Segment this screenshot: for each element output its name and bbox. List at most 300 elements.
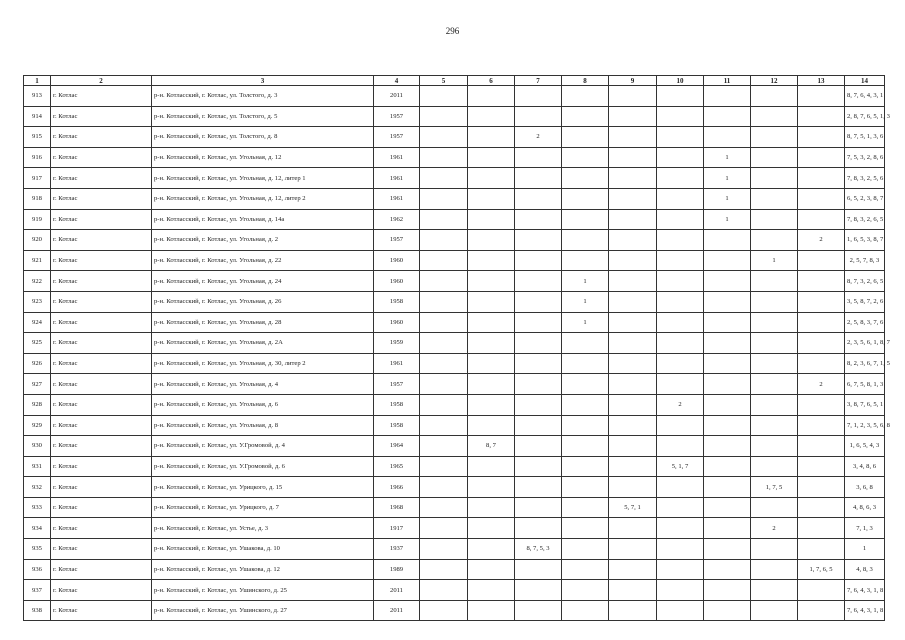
table-cell [420, 497, 468, 518]
table-cell: 932 [24, 477, 51, 498]
table-cell: р-н. Котласский, г. Котлас, ул. Угольная, д. 12, литер 1 [152, 168, 374, 189]
table-row [24, 230, 885, 251]
table-cell [657, 188, 704, 209]
table-cell [798, 415, 845, 436]
table-cell: 931 [24, 456, 51, 477]
table-cell: г. Котлас [51, 353, 152, 374]
table-cell [704, 456, 751, 477]
table-cell [704, 477, 751, 498]
table-cell: р-н. Котласский, г. Котлас, ул. Угольная, д. 26 [152, 291, 374, 312]
table-cell [751, 168, 798, 189]
table-body [24, 86, 890, 621]
table-row [24, 271, 885, 292]
table-cell: г. Котлас [51, 333, 152, 354]
table-cell: 1 [562, 312, 609, 333]
table-cell: г. Котлас [51, 415, 152, 436]
table-cell: 1 [562, 291, 609, 312]
column-header: 2 [51, 76, 152, 86]
table-cell: р-н. Котласский, г. Котлас, ул. У.Громовой, д. 4 [152, 436, 374, 457]
table-cell [515, 600, 562, 621]
table-cell: 935 [24, 539, 51, 560]
table-cell: 2, 8, 7, 6, 5, 1, 3 [845, 106, 885, 127]
table-cell [420, 353, 468, 374]
table-cell [562, 106, 609, 127]
table-cell: г. Котлас [51, 436, 152, 457]
table-cell: 3, 8, 7, 6, 5, 1 [845, 394, 885, 415]
table-cell: 2, 5, 8, 3, 7, 6 [845, 312, 885, 333]
table-cell [798, 456, 845, 477]
table-cell [609, 127, 657, 148]
table-cell: 1965 [374, 456, 420, 477]
table-row [24, 600, 885, 621]
table-cell [468, 539, 515, 560]
table-cell [562, 209, 609, 230]
table-cell [657, 497, 704, 518]
table-cell [609, 86, 657, 107]
table-cell [562, 415, 609, 436]
table-cell: 4, 8, 3 [845, 559, 885, 580]
table-cell: г. Котлас [51, 559, 152, 580]
table-cell: 938 [24, 600, 51, 621]
column-header: 10 [657, 76, 704, 86]
table-cell [657, 600, 704, 621]
table-cell [515, 436, 562, 457]
table-row [24, 580, 885, 601]
table-cell [704, 394, 751, 415]
table-cell [609, 415, 657, 436]
table-cell: 1958 [374, 394, 420, 415]
table-cell [751, 456, 798, 477]
table-cell [609, 106, 657, 127]
table-cell: 2 [657, 394, 704, 415]
table-cell [468, 518, 515, 539]
table-cell: 1966 [374, 477, 420, 498]
table-cell: 1989 [374, 559, 420, 580]
table-cell: 930 [24, 436, 51, 457]
table-cell: 915 [24, 127, 51, 148]
table-cell [562, 168, 609, 189]
table-cell [609, 374, 657, 395]
table-cell: 7, 6, 4, 3, 1, 8 [845, 600, 885, 621]
table-row [24, 168, 885, 189]
table-cell [420, 600, 468, 621]
table-cell [420, 312, 468, 333]
register-table [23, 75, 890, 621]
table-cell: р-н. Котласский, г. Котлас, ул. Ушинского, д. 25 [152, 580, 374, 601]
table-cell [420, 291, 468, 312]
table-cell [657, 209, 704, 230]
table-row [24, 209, 885, 230]
table-cell [468, 559, 515, 580]
table-cell [704, 250, 751, 271]
table-cell [751, 436, 798, 457]
table-cell: 933 [24, 497, 51, 518]
table-cell [609, 436, 657, 457]
table-row [24, 374, 885, 395]
table-cell [420, 559, 468, 580]
table-cell [609, 539, 657, 560]
table-cell [420, 436, 468, 457]
table-cell [657, 86, 704, 107]
table-cell [468, 271, 515, 292]
table-cell [468, 312, 515, 333]
table-cell [515, 333, 562, 354]
table-row [24, 559, 885, 580]
table-cell [562, 497, 609, 518]
table-cell [751, 394, 798, 415]
table-cell [515, 559, 562, 580]
table-cell: 1957 [374, 374, 420, 395]
table-cell: 8, 7, 5, 1, 3, 6 [845, 127, 885, 148]
table-cell [468, 168, 515, 189]
table-header-row [24, 76, 885, 86]
table-cell: р-н. Котласский, г. Котлас, ул. У.Громовой, д. 6 [152, 456, 374, 477]
table-row [24, 188, 885, 209]
table-cell [657, 559, 704, 580]
table-cell [515, 188, 562, 209]
table-cell: 1959 [374, 333, 420, 354]
table-cell: 928 [24, 394, 51, 415]
column-header: 11 [704, 76, 751, 86]
table-row [24, 353, 885, 374]
table-cell [798, 86, 845, 107]
table-cell [798, 600, 845, 621]
table-cell: г. Котлас [51, 106, 152, 127]
table-cell: р-н. Котласский, г. Котлас, ул. Угольная, д. 28 [152, 312, 374, 333]
table-cell: 1937 [374, 539, 420, 560]
table-cell: р-н. Котласский, г. Котлас, ул. Ушакова, д. 12 [152, 559, 374, 580]
table-cell: 2 [751, 518, 798, 539]
table-row [24, 147, 885, 168]
table-cell [515, 271, 562, 292]
table-cell [515, 497, 562, 518]
table-cell [468, 127, 515, 148]
table-cell [562, 580, 609, 601]
table-cell: 7, 8, 3, 2, 5, 6 [845, 168, 885, 189]
table-cell: г. Котлас [51, 580, 152, 601]
table-cell [562, 456, 609, 477]
table-cell [704, 518, 751, 539]
table-cell [751, 415, 798, 436]
table-cell: г. Котлас [51, 539, 152, 560]
table-cell: 4, 8, 6, 3 [845, 497, 885, 518]
table-cell [751, 230, 798, 251]
table-cell: 1962 [374, 209, 420, 230]
table-cell: р-н. Котласский, г. Котлас, ул. Угольная, д. 24 [152, 271, 374, 292]
table-cell [515, 456, 562, 477]
table-cell: 916 [24, 147, 51, 168]
table-cell [704, 333, 751, 354]
table-cell: 1961 [374, 168, 420, 189]
table-cell [798, 353, 845, 374]
table-cell [468, 415, 515, 436]
table-cell: 2 [515, 127, 562, 148]
table-cell: 1 [704, 147, 751, 168]
table-cell: р-н. Котласский, г. Котлас, ул. Угольная, д. 12, литер 2 [152, 188, 374, 209]
table-cell [657, 353, 704, 374]
table-cell: 5, 1, 7 [657, 456, 704, 477]
table-cell: г. Котлас [51, 312, 152, 333]
table-cell [657, 539, 704, 560]
table-cell [751, 188, 798, 209]
table-cell: 1917 [374, 518, 420, 539]
table-cell [468, 209, 515, 230]
table-cell [704, 374, 751, 395]
table-cell [798, 127, 845, 148]
table-cell: 2, 3, 5, 6, 1, 8, 7 [845, 333, 885, 354]
table-cell: 1957 [374, 127, 420, 148]
table-cell [798, 271, 845, 292]
table-cell [798, 477, 845, 498]
table-row [24, 86, 885, 107]
table-cell [609, 477, 657, 498]
table-cell [751, 312, 798, 333]
table-cell [420, 374, 468, 395]
table-cell: 1968 [374, 497, 420, 518]
table-cell [515, 86, 562, 107]
table-cell: 8, 7, 5, 3 [515, 539, 562, 560]
table-cell [609, 188, 657, 209]
table-cell [704, 127, 751, 148]
table-cell: р-н. Котласский, г. Котлас, ул. Урицкого, д. 7 [152, 497, 374, 518]
table-cell [751, 353, 798, 374]
table-cell: 1, 6, 5, 4, 3 [845, 436, 885, 457]
table-cell [562, 147, 609, 168]
table-cell: г. Котлас [51, 86, 152, 107]
table-cell [420, 86, 468, 107]
table-cell [798, 168, 845, 189]
table-cell [420, 477, 468, 498]
table-cell: 7, 1, 2, 3, 5, 6, 8 [845, 415, 885, 436]
table-cell: 2011 [374, 600, 420, 621]
table-cell [420, 394, 468, 415]
table-cell [751, 271, 798, 292]
table-cell [468, 291, 515, 312]
table-cell [609, 291, 657, 312]
table-cell [609, 518, 657, 539]
table-cell: 1960 [374, 312, 420, 333]
table-cell [562, 539, 609, 560]
table-cell: 924 [24, 312, 51, 333]
table-cell [751, 291, 798, 312]
table-cell [798, 312, 845, 333]
table-cell [798, 497, 845, 518]
table-cell [515, 209, 562, 230]
table-cell: р-н. Котласский, г. Котлас, ул. Угольная, д. 4 [152, 374, 374, 395]
column-header: 5 [420, 76, 468, 86]
table-cell: 926 [24, 353, 51, 374]
table-cell [798, 436, 845, 457]
table-cell [468, 230, 515, 251]
table-cell [468, 250, 515, 271]
table-cell: 917 [24, 168, 51, 189]
table-cell: 2, 5, 7, 8, 3 [845, 250, 885, 271]
table-cell: 919 [24, 209, 51, 230]
table-cell [609, 600, 657, 621]
table-cell [704, 291, 751, 312]
table-cell [751, 539, 798, 560]
table-cell: р-н. Котласский, г. Котлас, ул. Ушинского, д. 27 [152, 600, 374, 621]
table-cell [704, 415, 751, 436]
table-cell: 936 [24, 559, 51, 580]
column-header: 7 [515, 76, 562, 86]
table-cell [704, 86, 751, 107]
table-cell [657, 250, 704, 271]
table-cell [468, 456, 515, 477]
table-cell: 921 [24, 250, 51, 271]
table-cell [562, 353, 609, 374]
table-row [24, 127, 885, 148]
table-cell: 1, 7, 5 [751, 477, 798, 498]
column-header: 9 [609, 76, 657, 86]
table-row [24, 106, 885, 127]
table-cell [609, 312, 657, 333]
table-cell: 922 [24, 271, 51, 292]
table-cell: 8, 7, 6, 4, 3, 1 [845, 86, 885, 107]
table-cell: 7, 1, 3 [845, 518, 885, 539]
table-cell: г. Котлас [51, 127, 152, 148]
table-cell: г. Котлас [51, 168, 152, 189]
table-cell: р-н. Котласский, г. Котлас, ул. Ушакова, д. 10 [152, 539, 374, 560]
table-cell [515, 106, 562, 127]
table-cell [657, 230, 704, 251]
table-cell [468, 394, 515, 415]
table-cell [704, 580, 751, 601]
table-cell [657, 147, 704, 168]
table-cell [751, 86, 798, 107]
table-cell: р-н. Котласский, г. Котлас, ул. Толстого, д. 3 [152, 86, 374, 107]
table-cell [657, 333, 704, 354]
table-cell [420, 539, 468, 560]
table-cell [798, 250, 845, 271]
table-cell: 914 [24, 106, 51, 127]
table-cell [798, 394, 845, 415]
table-cell: р-н. Котласский, г. Котлас, ул. Угольная, д. 22 [152, 250, 374, 271]
table-cell: 1961 [374, 147, 420, 168]
table-cell: г. Котлас [51, 250, 152, 271]
table-cell: г. Котлас [51, 230, 152, 251]
table-cell: р-н. Котласский, г. Котлас, ул. Толстого, д. 8 [152, 127, 374, 148]
table-cell [515, 580, 562, 601]
table-cell [562, 86, 609, 107]
table-cell [657, 436, 704, 457]
table-cell [751, 497, 798, 518]
table-cell [798, 539, 845, 560]
column-header: 6 [468, 76, 515, 86]
table-cell [515, 230, 562, 251]
table-cell [515, 291, 562, 312]
table-cell: р-н. Котласский, г. Котлас, ул. Угольная, д. 6 [152, 394, 374, 415]
table-cell [704, 106, 751, 127]
table-cell [798, 291, 845, 312]
table-cell: г. Котлас [51, 497, 152, 518]
table-cell [562, 559, 609, 580]
table-cell [468, 106, 515, 127]
table-cell: 8, 2, 3, 6, 7, 1, 5 [845, 353, 885, 374]
table-cell [420, 230, 468, 251]
table-cell: г. Котлас [51, 188, 152, 209]
table-cell [704, 497, 751, 518]
table-cell [420, 147, 468, 168]
table-cell: 1 [704, 188, 751, 209]
table-cell [562, 374, 609, 395]
table-cell [515, 374, 562, 395]
table-cell [515, 518, 562, 539]
table-cell [562, 518, 609, 539]
table-cell: 1 [704, 168, 751, 189]
table-cell [798, 106, 845, 127]
table-cell: г. Котлас [51, 477, 152, 498]
table-cell [798, 209, 845, 230]
table-cell [562, 250, 609, 271]
page-number: 296 [445, 26, 460, 36]
table-cell: 1957 [374, 106, 420, 127]
table-cell [609, 271, 657, 292]
table-cell: 2011 [374, 580, 420, 601]
table-cell [751, 147, 798, 168]
table-cell [798, 147, 845, 168]
table-cell: 925 [24, 333, 51, 354]
table-cell [751, 600, 798, 621]
table-cell: 2 [798, 230, 845, 251]
table-cell: 1957 [374, 230, 420, 251]
table-cell [420, 106, 468, 127]
table-cell [420, 127, 468, 148]
table-cell [798, 188, 845, 209]
table-cell [704, 230, 751, 251]
table-cell [704, 271, 751, 292]
table-cell [657, 127, 704, 148]
column-header: 14 [845, 76, 885, 86]
table-cell [468, 353, 515, 374]
table-cell: 1960 [374, 271, 420, 292]
table-cell [657, 477, 704, 498]
table-cell [420, 580, 468, 601]
table-cell: г. Котлас [51, 271, 152, 292]
table-cell: 7, 6, 4, 3, 1, 8 [845, 580, 885, 601]
table-cell: 1958 [374, 291, 420, 312]
table-cell: 1, 7, 6, 5 [798, 559, 845, 580]
table-cell [609, 168, 657, 189]
table-cell [515, 394, 562, 415]
table-cell [609, 353, 657, 374]
table-row [24, 415, 885, 436]
table-cell: 7, 8, 3, 2, 6, 5 [845, 209, 885, 230]
table-cell [515, 353, 562, 374]
table-cell [657, 291, 704, 312]
table-cell [468, 188, 515, 209]
table-cell [751, 333, 798, 354]
table-cell [751, 127, 798, 148]
table-cell: 923 [24, 291, 51, 312]
table-cell [609, 394, 657, 415]
table-cell: 934 [24, 518, 51, 539]
table-cell [468, 86, 515, 107]
table-cell: 1961 [374, 353, 420, 374]
table-cell: 2 [798, 374, 845, 395]
table-cell: 1 [845, 539, 885, 560]
table-cell: р-н. Котласский, г. Котлас, ул. Угольная, д. 2 [152, 230, 374, 251]
table-cell [704, 600, 751, 621]
table-row [24, 518, 885, 539]
table-row [24, 312, 885, 333]
table-cell [704, 436, 751, 457]
table-cell [704, 312, 751, 333]
table-cell [657, 271, 704, 292]
table-cell: 7, 5, 3, 2, 8, 6 [845, 147, 885, 168]
table-cell: 918 [24, 188, 51, 209]
table-cell [751, 374, 798, 395]
